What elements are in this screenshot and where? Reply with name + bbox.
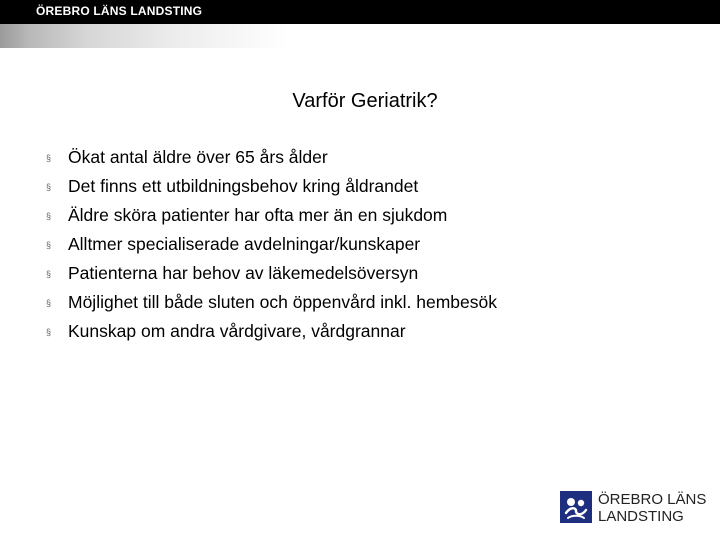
- bullet-text: Det finns ett utbildningsbehov kring åldrandet: [68, 176, 419, 196]
- bullet-item: [46, 230, 497, 259]
- bullet-marker-icon: §: [46, 181, 52, 192]
- logo-wordmark: [598, 491, 706, 525]
- bullet-item: [46, 172, 497, 201]
- header-gradient-band: [0, 24, 720, 48]
- bullet-text: Möjlighet till både sluten och öppenvård inkl. hembesök: [68, 292, 498, 312]
- bullet-marker-icon: §: [46, 210, 52, 221]
- bullet-item: [46, 288, 497, 317]
- logo-emblem-icon: [560, 491, 592, 523]
- bullet-text: Äldre sköra patienter har ofta mer än en sjukdom: [68, 205, 448, 225]
- bullet-marker-icon: §: [46, 268, 52, 279]
- bullet-item: [46, 317, 497, 346]
- slide-title: Varför Geriatrik?: [292, 90, 438, 112]
- bullet-item: [46, 201, 497, 230]
- bullet-text: Alltmer specialiserade avdelningar/kunskaper: [68, 234, 421, 254]
- bullet-marker-icon: §: [46, 297, 52, 308]
- bullet-marker-icon: §: [46, 239, 52, 250]
- bullet-text: Kunskap om andra vårdgivare, vårdgrannar: [68, 321, 406, 341]
- bullet-marker-icon: §: [46, 152, 52, 163]
- bullet-list: [46, 143, 497, 346]
- bullet-text: Ökat antal äldre över 65 års ålder: [68, 147, 328, 167]
- bullet-marker-icon: §: [46, 326, 52, 337]
- bullet-item: [46, 259, 497, 288]
- bullet-text: Patienterna har behov av läkemedelsöversyn: [68, 263, 419, 283]
- header-bar: [0, 0, 720, 24]
- bullet-item: [46, 143, 497, 172]
- logo-line-2: LANDSTING: [598, 508, 684, 525]
- logo-mark-icon: [560, 491, 592, 523]
- logo-line-1: ÖREBRO LÄNS: [598, 491, 707, 508]
- organization-logo: [560, 489, 710, 529]
- header-org-name: ÖREBRO LÄNS LANDSTING: [36, 4, 203, 18]
